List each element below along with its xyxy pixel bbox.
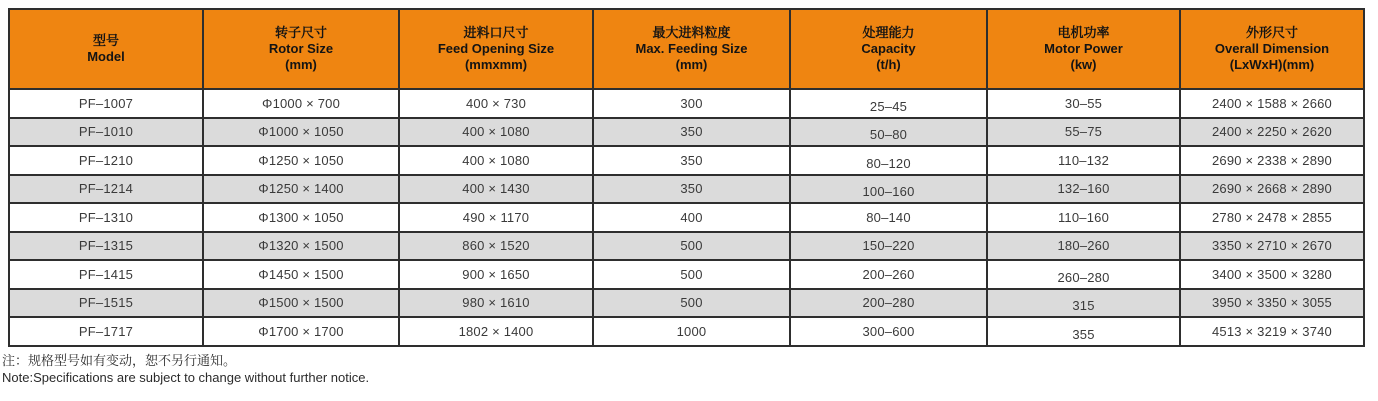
model-cell: PF–1214: [9, 175, 203, 204]
feed-opening-cell: 980 × 1610: [399, 289, 593, 318]
feed-opening-cell: 400 × 1430: [399, 175, 593, 204]
max-feeding-cell: 350: [593, 146, 790, 175]
table-row-pf-1717: [9, 317, 1364, 346]
model-cell: PF–1007: [9, 89, 203, 118]
model-cell: PF–1415: [9, 260, 203, 289]
motor-power-cell: 110–160: [987, 203, 1180, 232]
header-unit: (mm): [285, 57, 317, 72]
rotor-size-cell: Φ1700 × 1700: [203, 317, 399, 346]
header-zh: 电机功率: [1057, 25, 1110, 40]
table-row-pf-1315: [9, 232, 1364, 261]
overall-dimension-cell: 3950 × 3350 × 3055: [1180, 289, 1364, 318]
table-row-pf-1210: [9, 146, 1364, 175]
header-zh: 转子尺寸: [274, 25, 327, 40]
model-cell: PF–1310: [9, 203, 203, 232]
motor-power-cell: 355: [987, 317, 1180, 346]
rotor-size-cell: Φ1000 × 700: [203, 89, 399, 118]
max-feeding-cell: 300: [593, 89, 790, 118]
feed-opening-cell: 900 × 1650: [399, 260, 593, 289]
max-feeding-cell: 500: [593, 289, 790, 318]
header-en: Rotor Size: [268, 41, 334, 56]
model-cell: PF–1210: [9, 146, 203, 175]
header-zh: 处理能力: [862, 25, 915, 40]
rotor-size-cell: Φ1000 × 1050: [203, 118, 399, 147]
footnote: [2, 352, 369, 386]
rotor-size-cell: Φ1320 × 1500: [203, 232, 399, 261]
feed-opening-cell: 1802 × 1400: [399, 317, 593, 346]
header-unit: (mm): [675, 57, 708, 72]
overall-dimension-cell: 2400 × 1588 × 2660: [1180, 89, 1364, 118]
motor-power-cell: 55–75: [987, 118, 1180, 147]
header-unit: (t/h): [876, 57, 901, 72]
header-unit: (kw): [1070, 57, 1097, 72]
column-header-max-feeding-size: [593, 9, 790, 89]
footnote-zh: 注：规格型号如有变动，恕不另行通知。: [2, 353, 237, 368]
max-feeding-cell: 500: [593, 260, 790, 289]
header-row: [9, 9, 1364, 89]
column-header-feed-opening-size: [399, 9, 593, 89]
model-cell: PF–1717: [9, 317, 203, 346]
header-zh: 外形尺寸: [1245, 25, 1298, 40]
overall-dimension-cell: 3350 × 2710 × 2670: [1180, 232, 1364, 261]
rotor-size-cell: Φ1250 × 1050: [203, 146, 399, 175]
header-zh: 最大进料粒度: [652, 25, 731, 40]
feed-opening-cell: 860 × 1520: [399, 232, 593, 261]
header-unit: (LxWxH)(mm): [1229, 57, 1315, 72]
capacity-cell: 50–80: [790, 118, 987, 147]
column-header-model: [9, 9, 203, 89]
overall-dimension-cell: 2690 × 2668 × 2890: [1180, 175, 1364, 204]
capacity-cell: 80–120: [790, 146, 987, 175]
header-unit: (mmxmm): [464, 57, 528, 72]
table-header: [9, 9, 1364, 89]
feed-opening-cell: 490 × 1170: [399, 203, 593, 232]
max-feeding-cell: 350: [593, 175, 790, 204]
capacity-cell: 300–600: [790, 317, 987, 346]
capacity-cell: 100–160: [790, 175, 987, 204]
rotor-size-cell: Φ1450 × 1500: [203, 260, 399, 289]
table-row-pf-1214: [9, 175, 1364, 204]
capacity-cell: 200–260: [790, 260, 987, 289]
header-en: Capacity: [861, 41, 916, 56]
max-feeding-cell: 500: [593, 232, 790, 261]
max-feeding-cell: 400: [593, 203, 790, 232]
capacity-cell: 25–45: [790, 89, 987, 118]
column-header-capacity: [790, 9, 987, 89]
column-header-overall-dimension: [1180, 9, 1364, 89]
header-zh: 型号: [92, 33, 119, 48]
max-feeding-cell: 350: [593, 118, 790, 147]
feed-opening-cell: 400 × 730: [399, 89, 593, 118]
feed-opening-cell: 400 × 1080: [399, 118, 593, 147]
overall-dimension-cell: 2780 × 2478 × 2855: [1180, 203, 1364, 232]
footnote-en: Note:Specifications are subject to change without further notice.: [2, 370, 370, 385]
overall-dimension-cell: 2690 × 2338 × 2890: [1180, 146, 1364, 175]
motor-power-cell: 132–160: [987, 175, 1180, 204]
overall-dimension-cell: 2400 × 2250 × 2620: [1180, 118, 1364, 147]
capacity-cell: 150–220: [790, 232, 987, 261]
model-cell: PF–1315: [9, 232, 203, 261]
table-body: [9, 89, 1364, 346]
rotor-size-cell: Φ1300 × 1050: [203, 203, 399, 232]
model-cell: PF–1515: [9, 289, 203, 318]
capacity-cell: 200–280: [790, 289, 987, 318]
model-cell: PF–1010: [9, 118, 203, 147]
table-row-pf-1415: [9, 260, 1364, 289]
header-en: Model: [87, 49, 125, 64]
column-header-motor-power: [987, 9, 1180, 89]
column-header-rotor-size: [203, 9, 399, 89]
spec-table: [8, 8, 1365, 347]
header-en: Max. Feeding Size: [635, 41, 748, 56]
rotor-size-cell: Φ1250 × 1400: [203, 175, 399, 204]
header-en: Feed Opening Size: [437, 41, 555, 56]
table-row-pf-1310: [9, 203, 1364, 232]
motor-power-cell: 180–260: [987, 232, 1180, 261]
table-row-pf-1515: [9, 289, 1364, 318]
feed-opening-cell: 400 × 1080: [399, 146, 593, 175]
motor-power-cell: 30–55: [987, 89, 1180, 118]
table-row-pf-1010: [9, 118, 1364, 147]
overall-dimension-cell: 4513 × 3219 × 3740: [1180, 317, 1364, 346]
overall-dimension-cell: 3400 × 3500 × 3280: [1180, 260, 1364, 289]
header-en: Overall Dimension: [1214, 41, 1330, 56]
header-zh: 进料口尺寸: [463, 25, 529, 40]
spec-sheet: [8, 8, 1363, 347]
max-feeding-cell: 1000: [593, 317, 790, 346]
rotor-size-cell: Φ1500 × 1500: [203, 289, 399, 318]
header-en: Motor Power: [1044, 41, 1123, 56]
capacity-cell: 80–140: [790, 203, 987, 232]
table-row-pf-1007: [9, 89, 1364, 118]
motor-power-cell: 260–280: [987, 260, 1180, 289]
motor-power-cell: 315: [987, 289, 1180, 318]
motor-power-cell: 110–132: [987, 146, 1180, 175]
